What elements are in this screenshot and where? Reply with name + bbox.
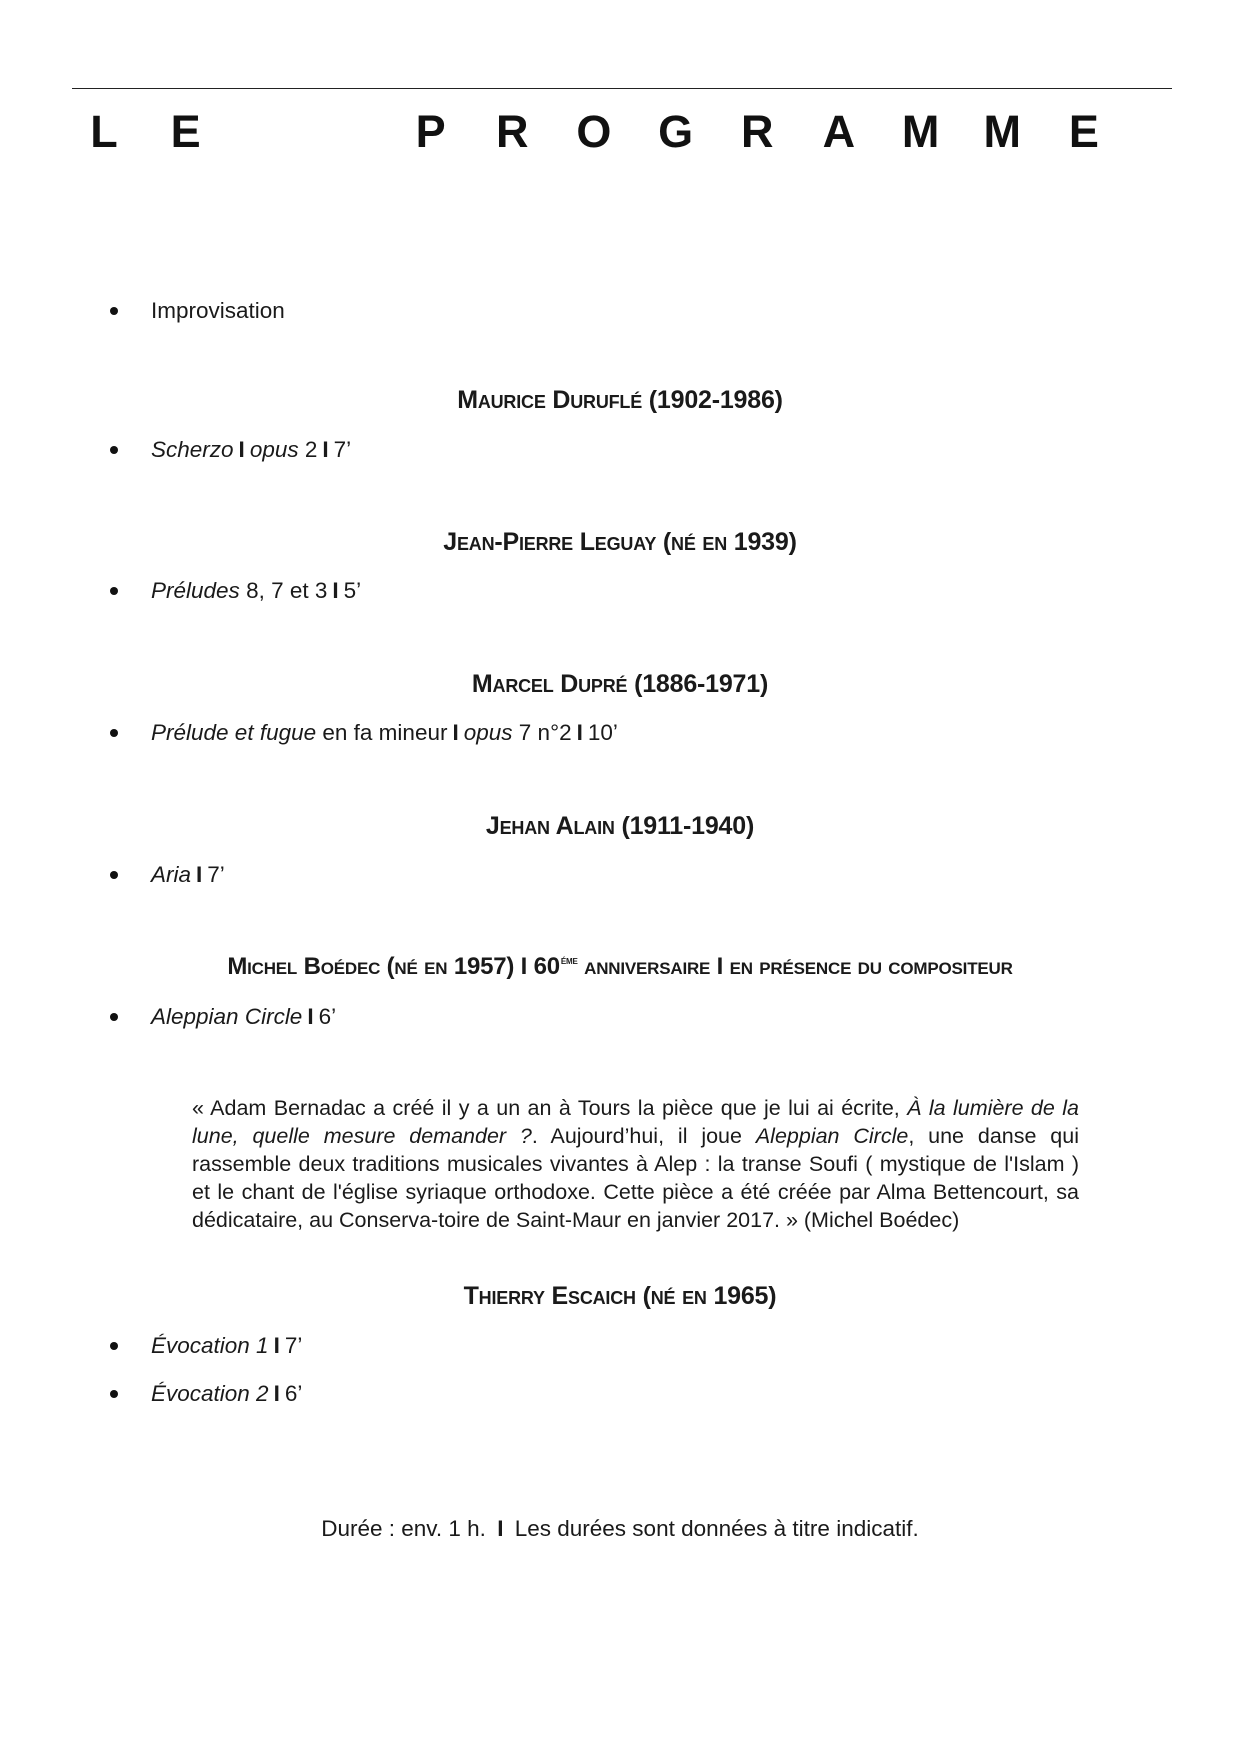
composer-year: 1939): [733, 528, 797, 556]
quote-work-title: Aleppian Circle: [755, 1124, 909, 1148]
quote-work-title: À la lumière de la lune, quelle mesure demander ?: [192, 1096, 1079, 1148]
opus-label: opus: [463, 720, 513, 745]
presence-text: en présence du compositeur: [729, 953, 1013, 980]
work-key: en fa mineur: [322, 720, 448, 745]
composer-name: Jean-Pierre Leguay: [443, 528, 657, 556]
title-letter: M: [901, 106, 940, 157]
duration: 6’: [318, 1004, 337, 1029]
bullet-icon: [110, 729, 118, 737]
separator: I: [497, 1516, 504, 1541]
work-title: Prélude et fugue: [151, 720, 317, 745]
composer-dates: (1886-1971): [634, 670, 769, 698]
composer-dates: (1902-1986): [648, 386, 783, 414]
bullet-icon: [110, 871, 118, 879]
composer-name: Maurice Duruflé: [457, 386, 643, 414]
page-title: [84, 104, 1104, 160]
work-title: Aleppian Circle: [151, 1004, 303, 1029]
title-letter: A: [822, 106, 856, 157]
program-item-evocation-2: [110, 1381, 302, 1407]
composer-heading-alain: [0, 812, 1240, 841]
separator: I: [238, 437, 245, 462]
item-title: Improvisation: [151, 298, 285, 323]
composer-quote: [192, 1094, 1079, 1234]
separator: I: [452, 720, 459, 745]
title-letter: L: [90, 106, 118, 157]
composer-name: Michel Boédec: [227, 953, 381, 980]
composer-heading-escaich: [0, 1282, 1240, 1311]
anniversary-text: anniversaire: [584, 953, 711, 980]
separator: I: [273, 1381, 280, 1406]
work-title: Aria: [151, 862, 192, 887]
quote-text: , une danse qui rassemble deux traditions musicales vivantes à Alep : la transe Soufi ( mystique de l'Islam ) et le chant de l'église syriaque orthodoxe. Cette pièce a été créée par Alma Bettencourt, sa dédicataire, au Conserva-toire de Saint-Maur en janvier 2017. » (Michel Boédec): [192, 1124, 1079, 1232]
duration: 6’: [284, 1381, 303, 1406]
composer-born: (né en: [386, 953, 448, 980]
duration: 5’: [343, 578, 362, 603]
title-letter: O: [576, 106, 612, 157]
composer-heading-durufle: [0, 386, 1240, 415]
composer-heading-dupre: [0, 670, 1240, 699]
separator: I: [576, 720, 583, 745]
composer-year: 1965): [713, 1282, 777, 1310]
work-title: Scherzo: [151, 437, 234, 462]
title-letter: R: [496, 106, 529, 157]
opus-number: 2: [304, 437, 318, 462]
bullet-icon: [110, 446, 118, 454]
anniversary-number: 60: [533, 953, 560, 980]
program-item-aleppian-circle: [110, 1004, 336, 1030]
program-item-aria: [110, 862, 225, 888]
separator: I: [273, 1333, 280, 1358]
bullet-icon: [110, 587, 118, 595]
composer-year: 1957): [453, 953, 515, 980]
composer-born: (né en: [662, 528, 728, 556]
title-letter: R: [741, 106, 774, 157]
composer-name: Jehan Alain: [485, 812, 615, 840]
total-duration: Durée : env. 1 h.: [321, 1516, 486, 1541]
title-letter: E: [1068, 106, 1099, 157]
duration-note: [0, 1516, 1240, 1542]
quote-text: . Aujourd’hui, il joue: [531, 1124, 756, 1148]
title-letter: P: [415, 106, 446, 157]
duration-disclaimer: Les durées sont données à titre indicatif.: [514, 1516, 919, 1541]
separator: I: [520, 953, 528, 980]
bullet-icon: [110, 1390, 118, 1398]
composer-dates: (1911-1940): [621, 812, 755, 840]
duration: 10’: [587, 720, 618, 745]
title-letter: M: [983, 106, 1021, 157]
composer-born: (né en: [642, 1282, 707, 1310]
composer-heading-boedec: [0, 953, 1240, 981]
quote-text: « Adam Bernadac a créé il y a un an à Tours la pièce que je lui ai écrite,: [192, 1096, 908, 1120]
duration: 7’: [284, 1333, 303, 1358]
work-title: Évocation 2: [151, 1381, 269, 1406]
opus-label: opus: [249, 437, 299, 462]
title-letter: G: [658, 106, 694, 157]
duration: 7’: [333, 437, 352, 462]
composer-name: Marcel Dupré: [471, 670, 628, 698]
duration: 7’: [207, 862, 225, 887]
work-numbers: 8, 7 et 3: [246, 578, 328, 603]
title-letter: E: [170, 106, 201, 157]
separator: I: [307, 1004, 314, 1029]
composer-name: Thierry Escaich: [463, 1282, 636, 1310]
separator: I: [322, 437, 329, 462]
composer-heading-leguay: [0, 528, 1240, 557]
top-rule: [72, 88, 1172, 89]
anniversary-suffix: éme: [560, 955, 578, 967]
program-item-prelude-fugue: [110, 720, 618, 746]
separator: I: [332, 578, 339, 603]
program-item-preludes: [110, 578, 361, 604]
work-title: Évocation 1: [151, 1333, 269, 1358]
bullet-icon: [110, 1013, 118, 1021]
separator: I: [716, 953, 724, 980]
program-item-improvisation: [110, 298, 285, 324]
program-item-scherzo: [110, 437, 351, 463]
bullet-icon: [110, 307, 118, 315]
separator: I: [196, 862, 203, 887]
opus-number: 7 n°2: [518, 720, 572, 745]
work-title: Préludes: [151, 578, 240, 603]
bullet-icon: [110, 1342, 118, 1350]
program-item-evocation-1: [110, 1333, 302, 1359]
